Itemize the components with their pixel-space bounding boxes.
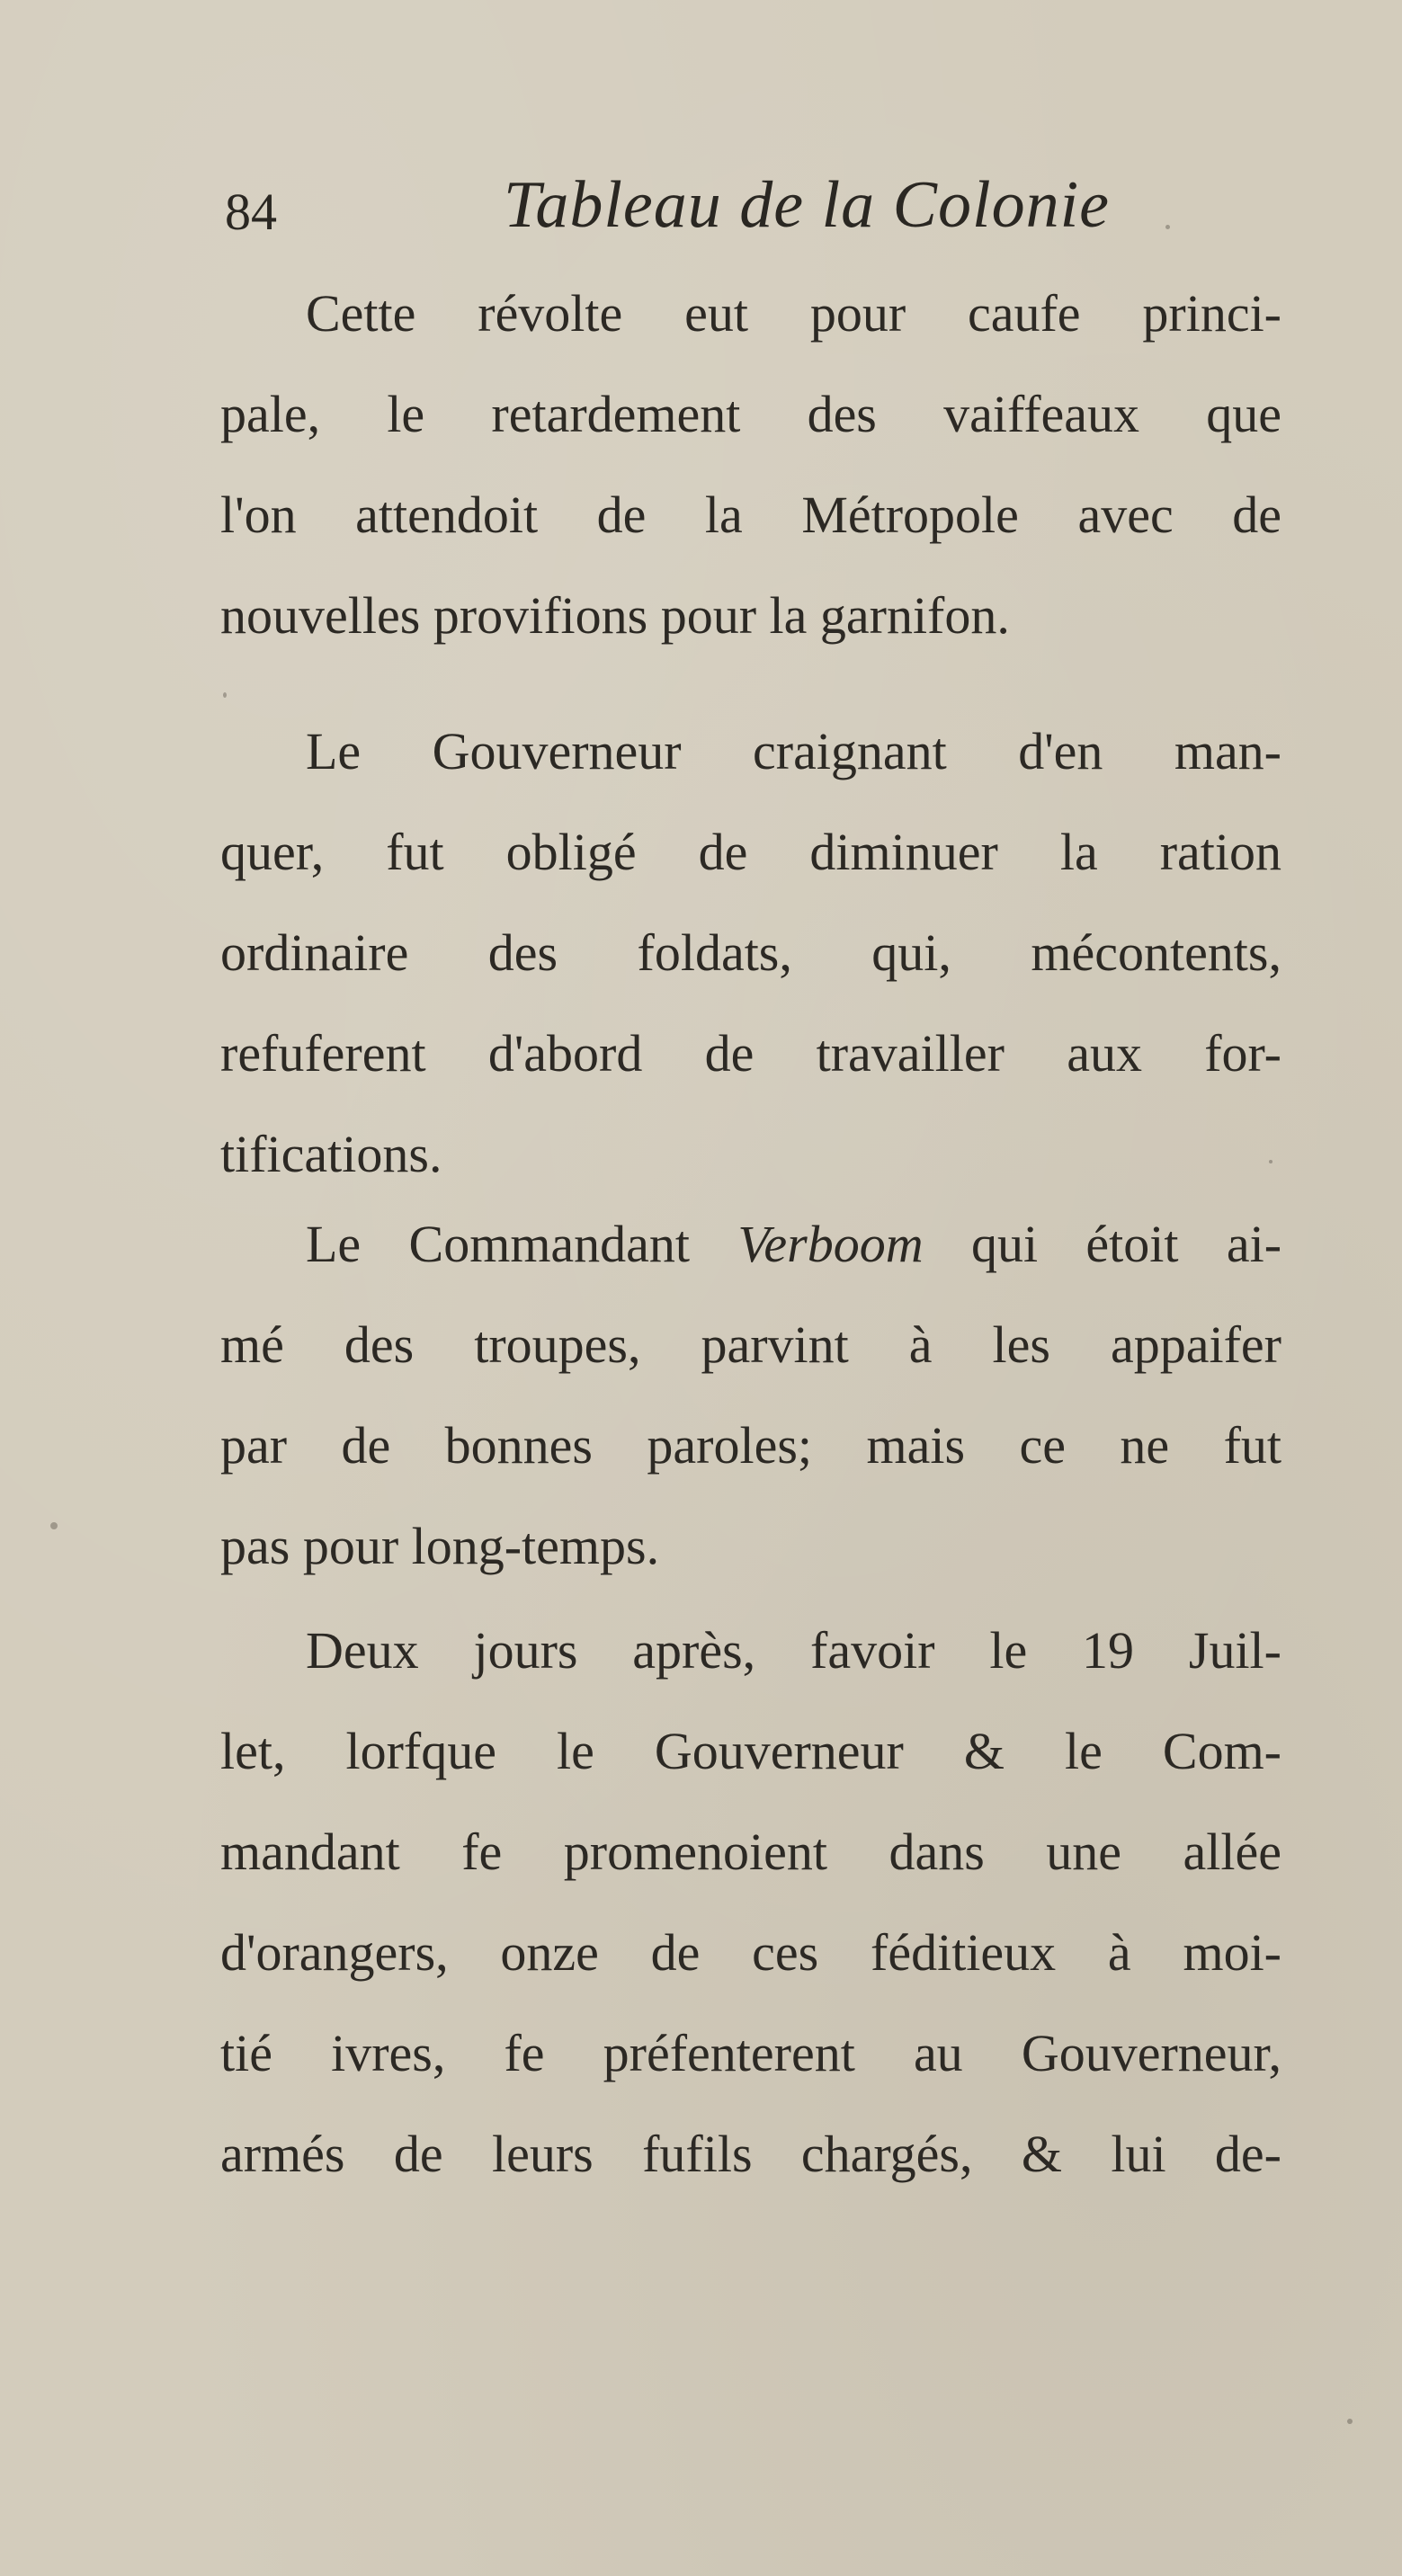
text-line: refuferent d'abord de travailler aux for- — [220, 1024, 1281, 1083]
text-line: nouvelles provifions pour la garnifon. — [220, 586, 1010, 645]
paper-speck — [1165, 225, 1170, 229]
paper-speck — [1269, 1160, 1273, 1163]
running-title: Tableau de la Colonie — [504, 168, 1110, 242]
text-line: let, lorfque le Gouverneur & le Com- — [220, 1722, 1281, 1780]
paper-speck — [50, 1522, 58, 1529]
text-line: Cette révolte eut pour caufe princi- — [306, 284, 1281, 343]
running-head — [225, 167, 1214, 248]
paragraph-3 — [220, 1194, 1281, 1597]
text-line: tié ivres, fe préfenterent au Gouverneur, — [220, 2024, 1281, 2082]
text-line — [220, 1194, 1281, 1295]
text-run: Le Commandant — [306, 1215, 738, 1273]
paragraph-2 — [220, 701, 1281, 1205]
text-line: ordinaire des foldats, qui, mécontents, — [220, 923, 1281, 982]
text-line: d'orangers, onze de ces féditieux à moi- — [220, 1923, 1281, 1982]
italic-name: Verboom — [737, 1215, 924, 1273]
paragraph-4 — [220, 1600, 1281, 2205]
paragraph-1 — [220, 263, 1281, 666]
text-line: l'on attendoit de la Métropole avec de — [220, 486, 1281, 544]
text-line: pale, le retardement des vaiffeaux que — [220, 385, 1281, 443]
text-line: mandant fe promenoient dans une allée — [220, 1823, 1281, 1881]
text-run: qui étoit ai- — [923, 1215, 1282, 1273]
text-line: tifications. — [220, 1125, 442, 1183]
text-line: Deux jours après, favoir le 19 Juil- — [306, 1621, 1281, 1680]
text-line: mé des troupes, parvint à les appaifer — [220, 1315, 1281, 1374]
text-line: quer, fut obligé de diminuer la ration — [220, 823, 1281, 881]
text-line: par de bonnes paroles; mais ce ne fut — [220, 1416, 1281, 1475]
text-line: Le Gouverneur craignant d'en man- — [306, 722, 1281, 780]
paper-speck — [1347, 2419, 1353, 2424]
text-line: armés de leurs fufils chargés, & lui de- — [220, 2125, 1281, 2183]
paper-speck — [223, 692, 227, 698]
page-number: 84 — [225, 183, 277, 241]
text-line: pas pour long-temps. — [220, 1517, 660, 1575]
